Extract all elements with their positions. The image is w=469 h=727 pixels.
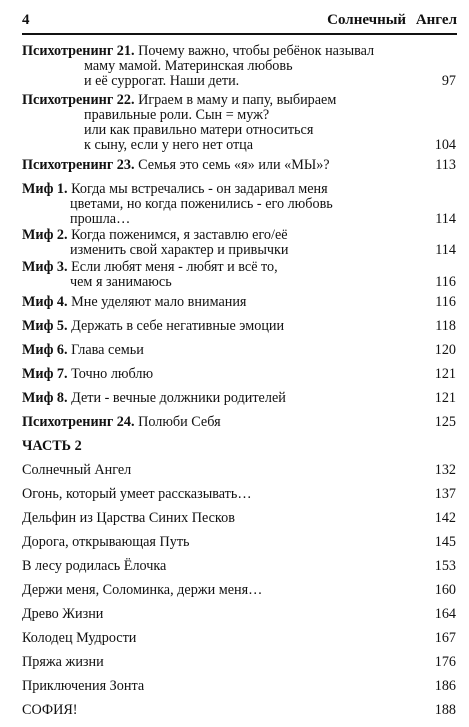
toc-entry-text: Семья это семь «я» или «МЫ»?	[138, 157, 330, 173]
toc-entry	[22, 158, 456, 173]
toc-entry	[22, 182, 456, 227]
toc-chapter	[22, 679, 456, 694]
toc-chapter	[22, 631, 456, 646]
toc-page-number: 116	[435, 294, 456, 310]
toc-entry-line	[22, 182, 456, 197]
toc-page-number: 116	[435, 274, 456, 290]
toc-chapter-line	[22, 463, 456, 478]
toc-entry-label: Миф 8.	[22, 390, 68, 406]
toc-entry-text: Полюби Себя	[138, 414, 221, 430]
toc-entry	[22, 343, 456, 358]
toc-page-number: 132	[434, 462, 456, 478]
toc-chapter	[22, 463, 456, 478]
toc-entry	[22, 260, 456, 290]
toc-entry-label: Миф 4.	[22, 294, 68, 310]
toc-entry-text: Когда поженимся, я заставлю его/её	[71, 227, 288, 243]
toc-page-number: 97	[441, 73, 456, 89]
toc-page-number: 153	[434, 558, 456, 574]
toc-entry-text: к сыну, если у него нет отца	[84, 137, 254, 153]
toc-entry-text: Когда мы встречались - он задаривал меня	[71, 181, 328, 197]
toc-entry-line	[22, 44, 456, 59]
toc-entry-line	[22, 108, 456, 123]
toc-chapter	[22, 583, 456, 598]
toc-entry-line	[22, 243, 456, 258]
toc-entry-text: Если любят меня - любят и всё то,	[71, 259, 278, 275]
toc-chapter-line	[22, 655, 456, 670]
toc-chapter	[22, 559, 456, 574]
toc-entry-text: маму мамой. Материнская любовь	[84, 58, 293, 74]
toc-entry-label: Психотренинг 22.	[22, 92, 135, 108]
toc-page-number: 137	[434, 486, 456, 502]
toc-entry	[22, 44, 456, 89]
toc-entry-text: прошла…	[70, 211, 131, 227]
toc-entry-text: Играем в маму и папу, выбираем	[138, 92, 337, 108]
toc-chapter	[22, 655, 456, 670]
toc-chapter-line	[22, 535, 456, 550]
toc-chapter-line	[22, 703, 456, 718]
toc-page-number: 160	[434, 582, 456, 598]
toc-entry-text: Держать в себе негативные эмоции	[71, 318, 285, 334]
toc-chapter-line	[22, 487, 456, 502]
toc-entry	[22, 295, 456, 310]
toc-page-number: 145	[434, 534, 456, 550]
toc-entry-line	[22, 367, 456, 382]
toc-entry-line	[22, 295, 456, 310]
toc-entry	[22, 367, 456, 382]
toc-page-number: 164	[434, 606, 456, 622]
toc-entry-line	[22, 319, 456, 334]
toc-entry-text: цветами, но когда поженились - его любовь	[70, 196, 333, 212]
toc-chapter	[22, 535, 456, 550]
toc-chapter	[22, 511, 456, 526]
toc-entry-line	[22, 74, 456, 89]
toc-chapter-title: Дельфин из Царства Синих Песков	[22, 510, 235, 526]
toc-entry-label: Миф 7.	[22, 366, 68, 382]
toc-chapter	[22, 487, 456, 502]
part-heading: ЧАСТЬ 2	[22, 438, 82, 454]
toc-page-number: 121	[434, 366, 456, 382]
toc-entry-text: Мне уделяют мало внимания	[71, 294, 247, 310]
toc-entry-label: Психотренинг 21.	[22, 43, 135, 59]
toc-entry-label: Миф 3.	[22, 259, 68, 275]
toc-entry-text: Глава семьи	[71, 342, 144, 358]
toc-chapter-line	[22, 559, 456, 574]
toc-chapter-title: Древо Жизни	[22, 606, 104, 622]
toc-page-number: 118	[435, 318, 456, 334]
toc-chapter-line	[22, 583, 456, 598]
toc-entry-text: Почему важно, чтобы ребёнок называл	[138, 43, 375, 59]
toc-entry-label: Миф 5.	[22, 318, 68, 334]
toc-chapter-title: Колодец Мудрости	[22, 630, 137, 646]
toc-page-number: 186	[434, 678, 456, 694]
toc-chapter-title: Огонь, который умеет рассказывать…	[22, 486, 252, 502]
toc-entry-text: или как правильно матери относиться	[84, 122, 314, 138]
toc-chapter-title: СОФИЯ!	[22, 702, 78, 718]
toc-page-number: 121	[434, 390, 456, 406]
toc-entry-line	[22, 415, 456, 430]
toc-chapter-line	[22, 607, 456, 622]
toc-page-number: 114	[435, 242, 456, 258]
toc-entry-line	[22, 59, 456, 74]
toc-entry	[22, 391, 456, 406]
toc-chapter-title: Солнечный Ангел	[22, 462, 132, 478]
toc-entry-label: Психотренинг 23.	[22, 157, 135, 173]
toc-entry-line	[22, 391, 456, 406]
toc-chapter-title: В лесу родилась Ёлочка	[22, 558, 167, 574]
toc-chapter	[22, 703, 456, 718]
toc-entry-line	[22, 138, 456, 153]
toc-page-number: 113	[435, 157, 456, 173]
toc-entry-text: чем я занимаюсь	[70, 274, 172, 290]
toc-chapter	[22, 607, 456, 622]
toc-page-number: 188	[434, 702, 456, 718]
toc-entry-text: Дети - вечные должники родителей	[71, 390, 286, 406]
toc-page-number: 114	[435, 211, 456, 227]
toc-page-number: 120	[434, 342, 456, 358]
toc-entry-line	[22, 275, 456, 290]
toc-entry	[22, 415, 456, 430]
toc-entry-label: Психотренинг 24.	[22, 414, 135, 430]
toc-entry	[22, 319, 456, 334]
toc-entry	[22, 228, 456, 258]
toc-entry-line	[22, 343, 456, 358]
toc-chapter-title: Приключения Зонта	[22, 678, 145, 694]
toc-entry-text: и её суррогат. Наши дети.	[84, 73, 240, 89]
toc-entry-line	[22, 93, 456, 108]
toc-page-number: 176	[434, 654, 456, 670]
toc-entry-line	[22, 197, 456, 212]
toc-chapter-title: Держи меня, Соломинка, держи меня…	[22, 582, 263, 598]
running-title: Солнечный Ангел	[327, 12, 457, 28]
toc-entry-line	[22, 158, 456, 173]
toc-entry-text: Точно люблю	[71, 366, 154, 382]
toc-page-number: 167	[434, 630, 456, 646]
toc-entry-line	[22, 228, 456, 243]
toc-page-number: 142	[434, 510, 456, 526]
toc-chapter-line	[22, 631, 456, 646]
toc-entry-label: Миф 1.	[22, 181, 68, 197]
toc-entry-text: правильные роли. Сын = муж?	[84, 107, 270, 123]
toc-entry-line	[22, 260, 456, 275]
toc-entry-label: Миф 2.	[22, 227, 68, 243]
toc-chapter-title: Дорога, открывающая Путь	[22, 534, 190, 550]
toc-chapter-line	[22, 679, 456, 694]
toc-page-number: 125	[434, 414, 456, 430]
toc-entry-line	[22, 212, 456, 227]
toc-entry-text: изменить свой характер и привычки	[70, 242, 289, 258]
toc-chapter-line	[22, 511, 456, 526]
toc-entry-label: Миф 6.	[22, 342, 68, 358]
page-number: 4	[22, 12, 30, 28]
toc-chapter-title: Пряжа жизни	[22, 654, 104, 670]
toc-entry-line	[22, 123, 456, 138]
toc-entry	[22, 93, 456, 153]
toc-page-number: 104	[434, 137, 456, 153]
